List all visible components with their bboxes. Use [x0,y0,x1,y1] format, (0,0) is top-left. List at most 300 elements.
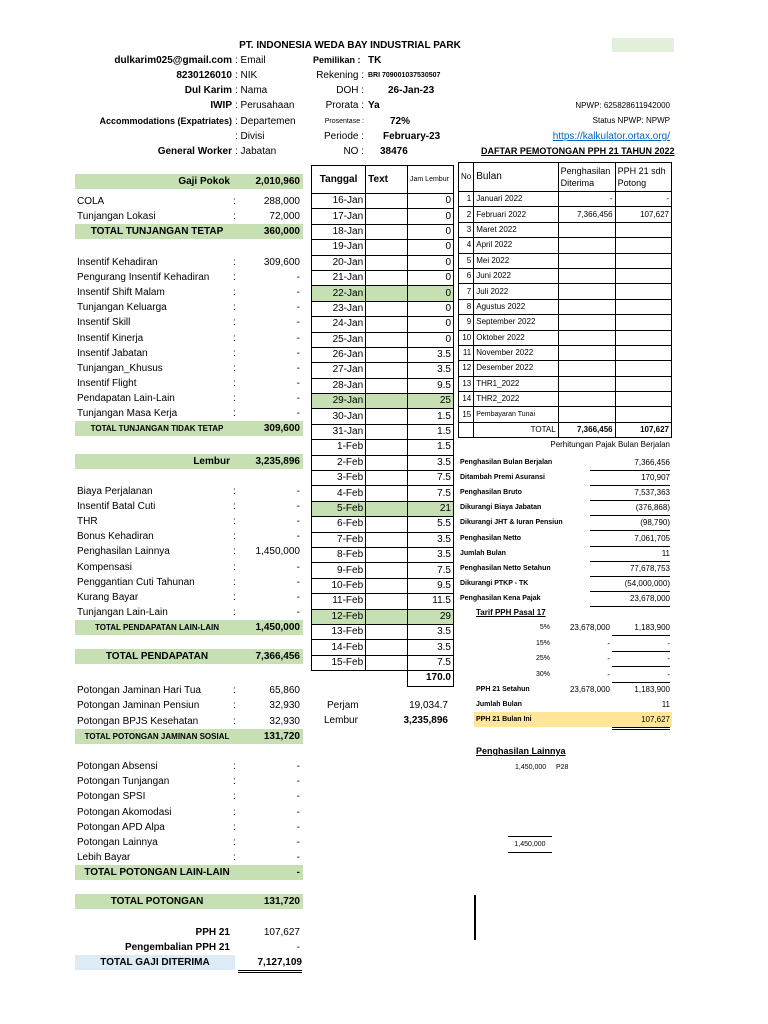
overtime-hours: 7.5 [408,471,454,486]
tidak-tetap-item-value: - [296,302,300,314]
overtime-total-blank [366,671,408,686]
lain-item-value: - [296,516,300,528]
calc-label: Penghasilan Netto [460,534,522,542]
jamsos-item-value: 32,930 [269,700,300,712]
overtime-row [312,486,454,501]
penghasilan-header: Penghasilan Diterima [558,163,615,192]
pph-no: 5 [459,253,474,268]
pph-row [459,253,672,268]
total-tunjangan-tetap-value: 360,000 [263,226,300,237]
tidak-tetap-item-label: Pendapatan Lain-Lain [77,392,175,404]
overtime-row [312,578,454,593]
overtime-date: 1-Feb [312,440,366,455]
potongan-item-value: - [296,837,300,848]
calc-value: (98,790) [590,515,670,531]
overtime-hours: 3.5 [408,624,454,639]
overtime-date: 24-Jan [312,317,366,332]
pph-penghasilan [558,376,615,391]
setahun-tax: 1,183,900 [634,685,670,694]
pph-potong [615,330,671,345]
jabatan-value: General Worker [157,146,232,157]
total-gaji-label: TOTAL GAJI DITERIMA [100,957,210,968]
total-pendapatan-lain-label: TOTAL PENDAPATAN LAIN-LAIN [95,623,219,632]
overtime-text [366,471,408,486]
tarif-pct: 25% [535,655,550,662]
tidak-tetap-item-label: Insentif Shift Malam [77,287,165,299]
pph-bulan: Oktober 2022 [474,330,558,345]
overtime-row [312,455,454,470]
pph-bulan: Juni 2022 [474,268,558,283]
pph-penghasilan [558,222,615,237]
pph-bulan: November 2022 [474,345,558,360]
pph-potong [615,376,671,391]
ortax-link[interactable]: https://kalkulator.ortax.org/ [552,131,670,142]
overtime-hours: 0 [408,194,454,209]
total-pendapatan-value: 7,366,456 [255,651,300,662]
calc-value: 7,537,363 [590,485,670,501]
company-title: PT. INDONESIA WEDA BAY INDUSTRIAL PARK [239,40,461,51]
overtime-date: 31-Jan [312,424,366,439]
overtime-date: 16-Jan [312,194,366,209]
tarif-title: Tarif PPH Pasal 17 [476,608,546,617]
overtime-text [366,378,408,393]
pph-penghasilan [558,330,615,345]
tidak-tetap-item-colon: : [233,317,236,329]
perusahaan-value: IWIP [210,100,232,111]
potongan-item-value: - [296,761,300,772]
pph-penghasilan [558,361,615,376]
overtime-row [312,440,454,455]
lain-item-value: - [296,576,300,588]
potongan-item-colon: : [233,791,236,803]
overtime-date: 3-Feb [312,471,366,486]
pph-penghasilan [558,284,615,299]
lain-item-colon: : [233,576,236,588]
pph-table [458,162,672,438]
overtime-text [366,440,408,455]
tidak-tetap-item-colon: : [233,287,236,299]
overtime-date: 9-Feb [312,563,366,578]
overtime-text [366,563,408,578]
overtime-date: 18-Jan [312,224,366,239]
overtime-row [312,640,454,655]
overtime-text [366,209,408,224]
overtime-row [312,240,454,255]
overtime-row [312,378,454,393]
jamsos-item-value: 32,930 [269,715,300,727]
jamsos-item-value: 65,860 [269,685,300,696]
overtime-row [312,363,454,378]
pph-total-label: TOTAL [474,422,558,437]
pph-bulan: April 2022 [474,238,558,253]
lain-item-label: Insentif Batal Cuti [77,501,156,513]
rekening-value: BRI 709001037530507 [368,72,441,79]
overtime-row [312,424,454,439]
potongan-item-value: - [296,791,300,803]
pph-penghasilan [558,238,615,253]
tidak-tetap-item-colon: : [233,362,236,374]
total-pendapatan-label: TOTAL PENDAPATAN [105,651,209,662]
pph-potong [615,361,671,376]
pph-penghasilan [558,299,615,314]
gaji-pokok-label: Gaji Pokok [178,176,230,187]
overtime-date: 11-Feb [312,594,366,609]
overtime-row [312,394,454,409]
total-gaji-value: 7,127,109 [238,955,302,973]
tarif-tax: - [612,636,670,652]
overtime-row [312,532,454,547]
overtime-text [366,286,408,301]
pph-no: 2 [459,207,474,222]
pph-total-blank [459,422,474,437]
pph-potong: - [615,192,671,207]
total-potongan-value: 131,720 [263,896,300,907]
overtime-text [366,609,408,624]
departemen-label: : Departemen [235,116,296,127]
potongan-item-label: Potongan Tunjangan [77,776,170,788]
pph-bulan: Juli 2022 [474,284,558,299]
lain-item-value: - [296,486,300,497]
overtime-text [366,240,408,255]
lainnya-total: 1,450,000 [508,836,552,853]
overtime-text [366,424,408,439]
overtime-hours: 0 [408,255,454,270]
nama-label: : Nama [235,85,268,96]
tetap-item-label: COLA [77,196,105,207]
pph-bulan: Agustus 2022 [474,299,558,314]
pph-no: 3 [459,222,474,237]
jam-lembur-header: Jam Lembur [408,166,454,194]
tidak-tetap-item-label: Tunjangan Masa Kerja [77,408,178,419]
tidak-tetap-item-label: Insentif Flight [77,377,137,389]
pph-row [459,315,672,330]
pph-row [459,407,672,422]
overtime-row [312,255,454,270]
email-label: : Email [235,55,266,66]
overtime-text [366,270,408,285]
overtime-hours: 29 [408,609,454,624]
lain-item-label: Tunjangan Lain-Lain [77,606,168,618]
overtime-row [312,224,454,239]
calc-label: Jumlah Bulan [460,549,506,557]
pph-bulan: Maret 2022 [474,222,558,237]
pph-no: 4 [459,238,474,253]
pengembalian-value: - [296,942,300,953]
lembur-label: Lembur [324,715,358,726]
overtime-text [366,347,408,362]
overtime-date: 8-Feb [312,547,366,562]
overtime-text [366,224,408,239]
pph-potong [615,407,671,422]
doh-label: DOH : [336,85,364,96]
overtime-date: 20-Jan [312,255,366,270]
pph-row [459,299,672,314]
total-jamsos-label: TOTAL POTONGAN JAMINAN SOSIAL [84,732,230,741]
tidak-tetap-item-value: - [296,347,300,359]
total-pendapatan-lain-value: 1,450,000 [255,622,300,633]
lain-item-value: 1,450,000 [255,546,300,558]
calc-value: 77,678,753 [590,561,670,577]
tidak-tetap-item-label: Tunjangan_Khusus [77,362,163,374]
pph-row [459,330,672,345]
prosentase-value: 72% [390,116,411,127]
overtime-hours: 21 [408,501,454,516]
overtime-text [366,255,408,270]
tidak-tetap-item-value: - [296,377,300,389]
overtime-row [312,209,454,224]
overtime-text [366,363,408,378]
potongan-item-colon: : [233,837,236,848]
pph-no: 10 [459,330,474,345]
pph-row [459,268,672,283]
calc-value: 11 [590,546,670,562]
pph-bulan: Januari 2022 [474,192,558,207]
lain-item-colon: : [233,516,236,528]
overtime-date: 27-Jan [312,363,366,378]
total-tunjangan-tidak-tetap-value: 309,600 [263,423,300,434]
total-tunjangan-tetap-label: TOTAL TUNJANGAN TETAP [90,226,224,237]
gaji-pokok-value: 2,010,960 [255,176,300,187]
jumlah-bulan-value: 11 [612,697,670,713]
overtime-date: 19-Jan [312,240,366,255]
pph-row [459,392,672,407]
pph-penghasilan [558,253,615,268]
tarif-pct: 15% [535,639,550,647]
pph-potong: 107,627 [615,207,671,222]
calc-label: Dikurangi PTKP - TK [460,579,529,587]
perusahaan-label: : Perusahaan [235,100,295,111]
overtime-row [312,286,454,301]
tidak-tetap-item-label: Insentif Jabatan [77,347,148,359]
lain-item-value: - [296,591,300,603]
lain-item-colon: : [233,546,236,558]
overtime-date: 29-Jan [312,394,366,409]
potongan-item-label: Potongan Absensi [77,761,158,772]
overtime-date: 5-Feb [312,501,366,516]
overtime-date: 26-Jan [312,347,366,362]
overtime-text [366,332,408,347]
overtime-table [311,165,454,687]
pph-bulan: Desember 2022 [474,361,558,376]
potongan-item-value: - [296,806,300,818]
departemen-value: Accommodations (Expatriates) [99,116,232,126]
overtime-hours: 7.5 [408,655,454,670]
pemilikan-value: TK [368,55,382,66]
overtime-date: 23-Jan [312,301,366,316]
calc-value: 170,907 [590,470,670,486]
jamsos-item-colon: : [233,715,236,727]
overtime-hours: 3.5 [408,347,454,362]
tidak-tetap-item-label: Tunjangan Keluarga [77,302,167,314]
tidak-tetap-item-value: - [296,272,300,284]
overtime-row [312,471,454,486]
overtime-text [366,486,408,501]
calc-label: Penghasilan Kena Pajak [460,594,541,602]
tidak-tetap-item-value: - [296,287,300,299]
pph-penghasilan [558,392,615,407]
tidak-tetap-item-label: Insentif Skill [77,317,131,329]
pph-potong [615,392,671,407]
overtime-hours: 9.5 [408,378,454,393]
overtime-row [312,563,454,578]
overtime-date: 10-Feb [312,578,366,593]
overtime-text [366,532,408,547]
overtime-text [366,578,408,593]
pph-row [459,345,672,360]
potongan-item-colon: : [233,821,236,833]
potongan-item-value: - [296,852,300,864]
overtime-hours: 0 [408,240,454,255]
jamsos-item-label: Potongan Jaminan Hari Tua [77,685,201,696]
overtime-hours: 5.5 [408,517,454,532]
tarif-base: - [607,654,610,663]
lain-item-value: - [296,501,300,513]
jumlah-bulan-label: Jumlah Bulan [476,701,522,708]
overtime-hours: 3.5 [408,547,454,562]
pph-row [459,284,672,299]
lain-item-label: Bonus Kehadiran [77,531,154,543]
potongan-item-colon: : [233,761,236,772]
overtime-row [312,547,454,562]
potongan-item-colon: : [233,852,236,864]
pph-no: 1 [459,192,474,207]
tarif-tax: - [612,651,670,667]
overtime-row [312,594,454,609]
jamsos-item-label: Potongan Jaminan Pensiun [77,700,200,712]
tetap-item-label: Tunjangan Lokasi [77,211,156,222]
calc-value: 7,366,456 [590,455,670,471]
calc-label: Penghasilan Bruto [460,489,522,497]
tarif-tax: 1,183,900 [612,620,670,636]
overtime-date: 4-Feb [312,486,366,501]
tidak-tetap-item-colon: : [233,332,236,344]
nik-value: 8230126010 [176,70,232,81]
prorata-label: Prorata : [325,100,364,111]
lain-item-label: Penggantian Cuti Tahunan [77,576,195,588]
lain-item-value: - [296,606,300,618]
tidak-tetap-item-value: - [296,408,300,419]
pph-row [459,361,672,376]
lain-item-label: Kurang Bayar [77,591,139,603]
pph-total-row [459,422,672,437]
overtime-hours: 11.5 [408,594,454,609]
lain-item-colon: : [233,606,236,618]
overtime-hours: 7.5 [408,563,454,578]
bulan-header: Bulan [474,163,558,192]
lain-item-colon: : [233,486,236,497]
lain-item-value: - [296,531,300,543]
pph-no: 9 [459,315,474,330]
lain-item-label: THR [77,516,98,528]
overtime-text [366,394,408,409]
pph21-value: 107,627 [263,927,300,938]
pph-potong [615,222,671,237]
tetap-item-colon: : [233,196,236,207]
tidak-tetap-item-colon: : [233,377,236,389]
lembur-total-value: 3,235,896 [255,456,300,467]
text-header: Text [366,166,408,194]
tidak-tetap-item-colon: : [233,392,236,404]
lain-item-label: Biaya Perjalanan [77,486,153,497]
header-highlight-cell [612,38,674,52]
overtime-hours: 3.5 [408,455,454,470]
pph-no: 13 [459,376,474,391]
overtime-hours: 3.5 [408,640,454,655]
nama-value: Dul Karim [184,85,232,96]
total-potongan-lain-value: - [296,867,300,878]
calc-value: (54,000,000) [590,576,670,592]
tidak-tetap-item-label: Insentif Kinerja [77,332,144,344]
overtime-date: 15-Feb [312,655,366,670]
tidak-tetap-item-label: Insentif Kehadiran [77,257,158,268]
pph-bulan: Februari 2022 [474,207,558,222]
overtime-row [312,347,454,362]
pph-row [459,207,672,222]
calc-label: Penghasilan Netto Setahun [460,564,551,572]
potongan-item-value: - [296,776,300,788]
perhitungan-title: Perhitungan Pajak Bulan Berjalan [550,440,670,449]
overtime-hours: 9.5 [408,578,454,593]
doh-value: 26-Jan-23 [388,85,435,96]
overtime-date: 7-Feb [312,532,366,547]
overtime-date: 2-Feb [312,455,366,470]
potongan-item-colon: : [233,806,236,818]
pph-potong [615,345,671,360]
pph-bulan: THR2_2022 [474,392,558,407]
lain-item-value: - [296,561,300,573]
tidak-tetap-item-value: - [296,392,300,404]
pph-potong [615,299,671,314]
total-jamsos-value: 131,720 [263,731,300,742]
tarif-base: 23,678,000 [569,623,610,632]
tidak-tetap-item-colon: : [233,272,236,284]
overtime-text [366,409,408,424]
tidak-tetap-item-colon: : [233,257,236,268]
lain-item-colon: : [233,591,236,603]
overtime-date: 6-Feb [312,517,366,532]
overtime-date: 30-Jan [312,409,366,424]
lain-item-label: Penghasilan Lainnya [77,546,170,558]
tidak-tetap-item-colon: : [233,302,236,314]
lainnya-title: Penghasilan Lainnya [476,746,566,756]
pph-penghasilan [558,407,615,422]
pph-row [459,376,672,391]
pph-potong [615,284,671,299]
pph-penghasilan [558,345,615,360]
bulan-ini-value: 107,627 [612,712,670,730]
overtime-row [312,332,454,347]
pph-bulan: THR1_2022 [474,376,558,391]
lembur-value: 3,235,896 [403,715,448,726]
periode-value: February-23 [383,131,441,142]
overtime-hours: 25 [408,394,454,409]
overtime-text [366,501,408,516]
overtime-date: 17-Jan [312,209,366,224]
tidak-tetap-item-colon: : [233,347,236,359]
overtime-text [366,594,408,609]
overtime-row [312,501,454,516]
pph-no: 11 [459,345,474,360]
pph-bulan: Pembayaran Tunai [474,407,558,422]
overtime-text [366,655,408,670]
pph-row [459,238,672,253]
overtime-row [312,317,454,332]
pph-penghasilan: - [558,192,615,207]
no-header: No [459,163,474,192]
tidak-tetap-item-value: - [296,317,300,329]
overtime-hours: 0 [408,301,454,316]
overtime-row [312,517,454,532]
